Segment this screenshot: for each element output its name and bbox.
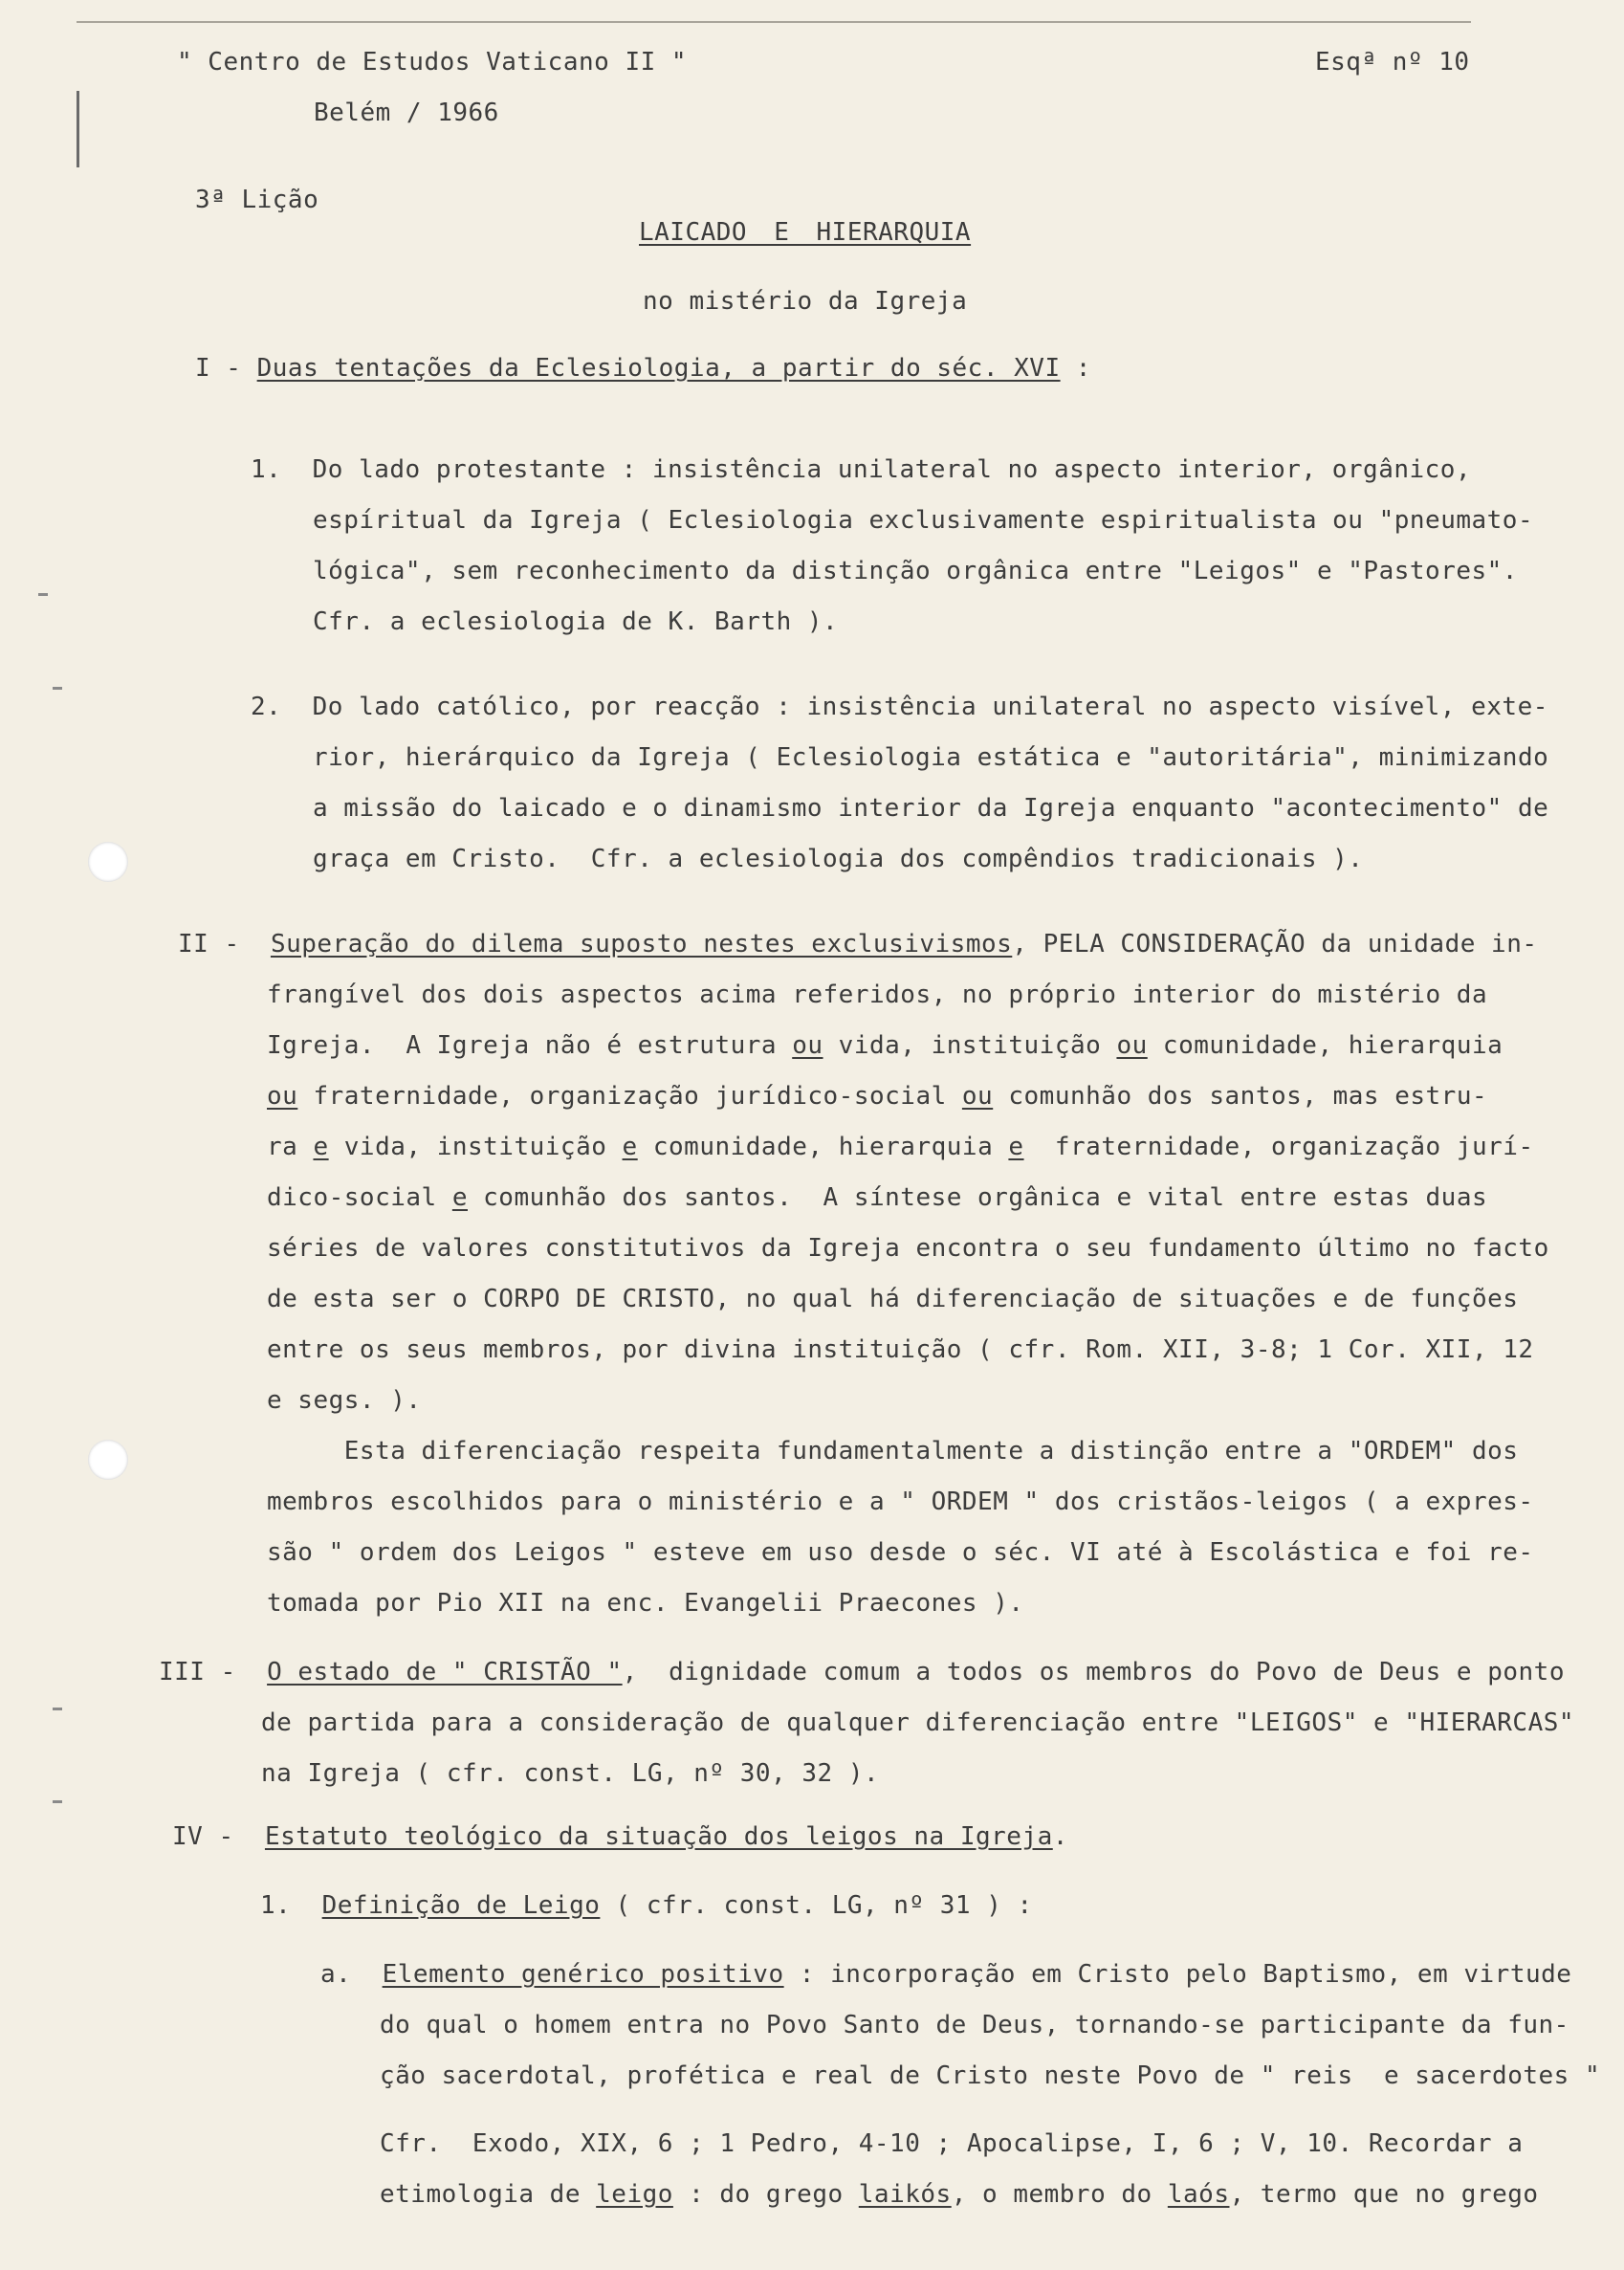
- margin-tick: [38, 593, 48, 596]
- paragraph-line: Esta diferenciação respeita fundamentalmente a distinção entre a "ORDEM" dos: [267, 1437, 1519, 1466]
- margin-tick: [53, 1708, 62, 1710]
- paragraph-line: ra e vida, instituição e comunidade, hierarquia e fraternidade, organização jurí-: [267, 1133, 1534, 1161]
- section-number: IV -: [172, 1822, 234, 1851]
- paragraph-line: na Igreja ( cfr. const. LG, nº 30, 32 ).: [261, 1759, 880, 1788]
- document-subtitle: no mistério da Igreja: [643, 287, 968, 316]
- paragraph-line: 1. Do lado protestante : insistência unilateral no aspecto interior, orgânico,: [251, 455, 1472, 484]
- punch-hole-upper: [88, 842, 128, 882]
- paragraph-line: de esta ser o CORPO DE CRISTO, no qual há diferenciação de situações e de funções: [267, 1285, 1519, 1313]
- paragraph-line: Cfr. a eclesiologia de K. Barth ).: [313, 607, 839, 636]
- place-and-year: Belém / 1966: [314, 99, 499, 127]
- paragraph-line: Igreja. A Igreja não é estrutura ou vida, instituição ou comunidade, hierarquia: [267, 1031, 1503, 1060]
- page-top-edge: [77, 21, 1471, 23]
- section-heading-ii: II - Superação do dilema suposto nestes exclusivismos, PELA CONSIDERAÇÃO da unidade in-: [178, 930, 1538, 959]
- paragraph-line: dico-social e comunhão dos santos. A síntese orgânica e vital entre estas duas: [267, 1183, 1488, 1212]
- section-number: III -: [159, 1658, 236, 1686]
- paragraph-line: são " ordem dos Leigos " esteve em uso desde o séc. VI até à Escolástica e foi re-: [267, 1538, 1534, 1567]
- paragraph-line: tomada por Pio XII na enc. Evangelii Praecones ).: [267, 1589, 1024, 1618]
- paragraph-line: ção sacerdotal, profética e real de Cristo neste Povo de " reis e sacerdotes ": [380, 2061, 1601, 2090]
- section-title: Superação do dilema suposto nestes exclusivismos: [270, 930, 1013, 959]
- paragraph-line: ou fraternidade, organização jurídico-social ou comunhão dos santos, mas estru-: [267, 1082, 1488, 1111]
- paragraph-line: Cfr. Exodo, XIX, 6 ; 1 Pedro, 4-10 ; Apocalipse, I, 6 ; V, 10. Recordar a: [380, 2129, 1524, 2158]
- paragraph-line: etimologia de leigo : do grego laikós, o membro do laós, termo que no grego: [380, 2180, 1539, 2209]
- document-reference: Esqª nº 10: [1315, 48, 1470, 77]
- margin-tick: [53, 1800, 62, 1803]
- paragraph-line: 2. Do lado católico, por reacção : insistência unilateral no aspecto visível, exte-: [251, 693, 1548, 721]
- paragraph-line: de partida para a consideração de qualquer diferenciação entre "LEIGOS" e "HIERARCAS": [261, 1708, 1575, 1737]
- lesson-label: 3ª Lição: [195, 186, 319, 214]
- section-number: I -: [195, 354, 242, 383]
- margin-mark: [77, 91, 79, 167]
- paragraph-line: entre os seus membros, por divina instituição ( cfr. Rom. XII, 3-8; 1 Cor. XII, 12: [267, 1335, 1534, 1364]
- paragraph-line: rior, hierárquico da Igreja ( Eclesiologia estática e "autoritária", minimizando: [313, 743, 1549, 772]
- paragraph-line: e segs. ).: [267, 1386, 422, 1415]
- section-title: Estatuto teológico da situação dos leigos na Igreja: [264, 1822, 1053, 1851]
- section-number: II -: [178, 930, 240, 959]
- subsection-heading: 1. Definição de Leigo ( cfr. const. LG, nº 31 ) :: [260, 1891, 1033, 1920]
- paragraph-line: lógica", sem reconhecimento da distinção orgânica entre "Leigos" e "Pastores".: [313, 557, 1518, 585]
- margin-tick: [53, 687, 62, 690]
- paragraph-line: do qual o homem entra no Povo Santo de Deus, tornando-se participante da fun-: [380, 2011, 1569, 2039]
- item-heading: a. Elemento genérico positivo : incorporação em Cristo pelo Baptismo, em virtude: [320, 1960, 1572, 1989]
- section-heading-i: I - Duas tentações da Eclesiologia, a partir do séc. XVI :: [195, 354, 1091, 383]
- section-title: O estado de " CRISTÃO ": [267, 1658, 623, 1686]
- paragraph-line: a missão do laicado e o dinamismo interior da Igreja enquanto "acontecimento" de: [313, 794, 1549, 823]
- paragraph-line: espíritual da Igreja ( Eclesiologia exclusivamente espiritualista ou "pneumato-: [313, 506, 1534, 535]
- punch-hole-lower: [88, 1440, 128, 1480]
- paragraph-line: graça em Cristo. Cfr. a eclesiologia dos compêndios tradicionais ).: [313, 845, 1364, 873]
- document-title: LAICADO E HIERARQUIA: [639, 218, 972, 247]
- paragraph-line: séries de valores constitutivos da Igreja encontra o seu fundamento último no facto: [267, 1234, 1549, 1263]
- paragraph-line: frangível dos dois aspectos acima referidos, no próprio interior do mistério da: [267, 981, 1488, 1009]
- section-title: Duas tentações da Eclesiologia, a partir do séc. XVI: [256, 354, 1061, 383]
- paragraph-line: membros escolhidos para o ministério e a " ORDEM " dos cristãos-leigos ( a expres-: [267, 1488, 1534, 1516]
- section-heading-iv: IV - Estatuto teológico da situação dos leigos na Igreja.: [172, 1822, 1068, 1851]
- center-name: " Centro de Estudos Vaticano II ": [177, 48, 688, 77]
- section-heading-iii: III - O estado de " CRISTÃO ", dignidade comum a todos os membros do Povo de Deus e ponto: [159, 1658, 1565, 1686]
